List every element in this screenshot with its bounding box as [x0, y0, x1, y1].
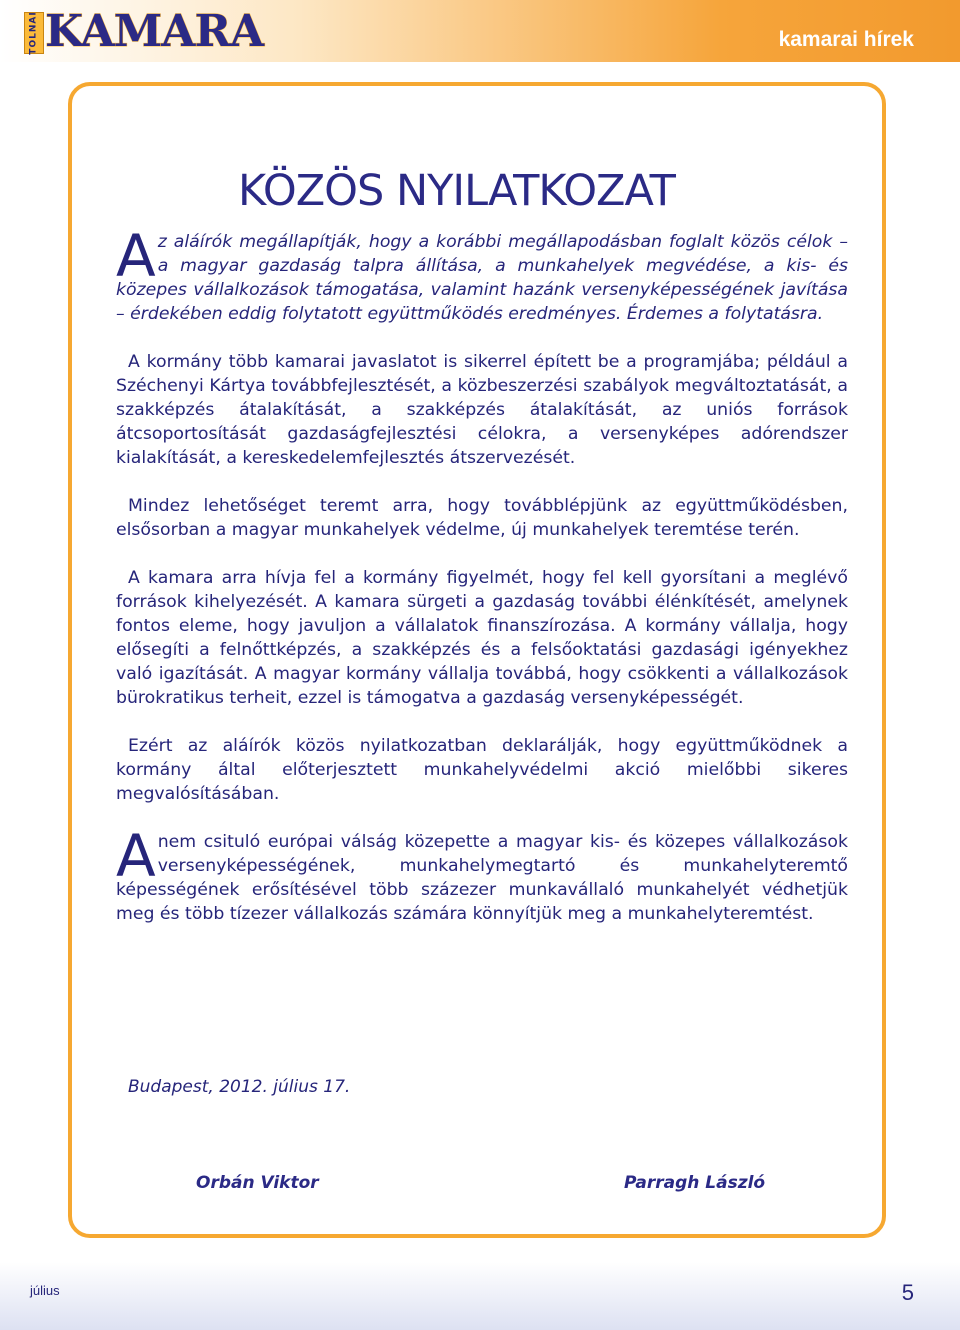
article-body: [116, 222, 848, 950]
logo-side-tab: [24, 12, 44, 54]
page-number: 5: [901, 1280, 914, 1305]
section-tag: kamarai hírek: [778, 28, 914, 51]
logo-wordmark: KAMARA: [45, 6, 264, 57]
paragraph-3: Mindez lehetőséget teremt arra, hogy továbblépjünk az együttműködésben, elsősorban a magyar munkahelyek védelme, új munkahelyek teremtése terén.: [116, 496, 848, 540]
intro-paragraph: [116, 222, 848, 326]
closing-paragraph: [116, 822, 848, 926]
intro-dropcap: A: [116, 222, 156, 290]
date-line: Budapest, 2012. július 17.: [128, 1077, 351, 1097]
paragraph-5: Ezért az aláírók közös nyilatkozatban deklarálják, hogy együttműködnek a kormány által előterjesztett munkahelyvédelmi akció mielőbbi sikeres megvalósításában.: [116, 736, 848, 804]
logo-side-text: TOLNAI: [29, 11, 39, 55]
paragraph-2: A kormány több kamarai javaslatot is sikerrel épített be a programjába; például a Széchenyi Kártya továbbfejlesztését, a közbeszerzési szabályok megváltoztatását, a szakképzés átalakítását, a szakképzés átalakítását, az uniós források átcsoportosítását gazdaságfejlesztési célokra, a versenyképes adórendszer kialakítását, a kereskedelemfejlesztés átszervezését.: [116, 352, 848, 468]
kamara-logo: [24, 6, 264, 57]
signatory-orban: Orbán Viktor: [196, 1173, 319, 1193]
footer-band: [0, 1262, 960, 1330]
closing-text: nem csituló európai válság közepette a magyar kis- és közepes vállalkozások versenyképességének, munkahelymegtartó és munkahelyteremtő képességének erősítésével több százezer munkavállaló munkahelyét védhetjük meg és több tízezer vállalkozás számára könnyítjük meg a munkahelyteremtést.: [116, 832, 848, 924]
paragraph-4: A kamara arra hívja fel a kormány figyelmét, hogy fel kell gyorsítani a meglévő források kihelyezését. A kamara sürgeti a gazdaság további élénkítését, amelynek fontos eleme, hogy javuljon a vállalatok finanszírozása. A kormány vállalja, hogy elősegíti a felnőttképzés, a szakképzés és a felsőoktatási gazdasági igényekhez való igazítását. A magyar kormány vállalja továbbá, hogy csökkenti a vállalkozások bürokratikus terheit, ezzel is támogatva a gazdaság versenyképességét.: [116, 568, 848, 708]
closing-dropcap: A: [116, 822, 156, 890]
article-title: KÖZÖS NYILATKOZAT: [238, 165, 675, 216]
signatory-parragh: Parragh László: [624, 1173, 766, 1193]
footer-month: július: [30, 1283, 60, 1298]
intro-text: z aláírók megállapítják, hogy a korábbi megállapodásban foglalt közös célok – a magyar gazdaság talpra állítása, a munkahelyek megvédése, a kis- és közepes vállalkozások támogatása, valamint hazánk versenyképességének javítása – érdekében eddig folytatott együttműködés eredményes. Érdemes a folytatásra.: [116, 232, 848, 324]
